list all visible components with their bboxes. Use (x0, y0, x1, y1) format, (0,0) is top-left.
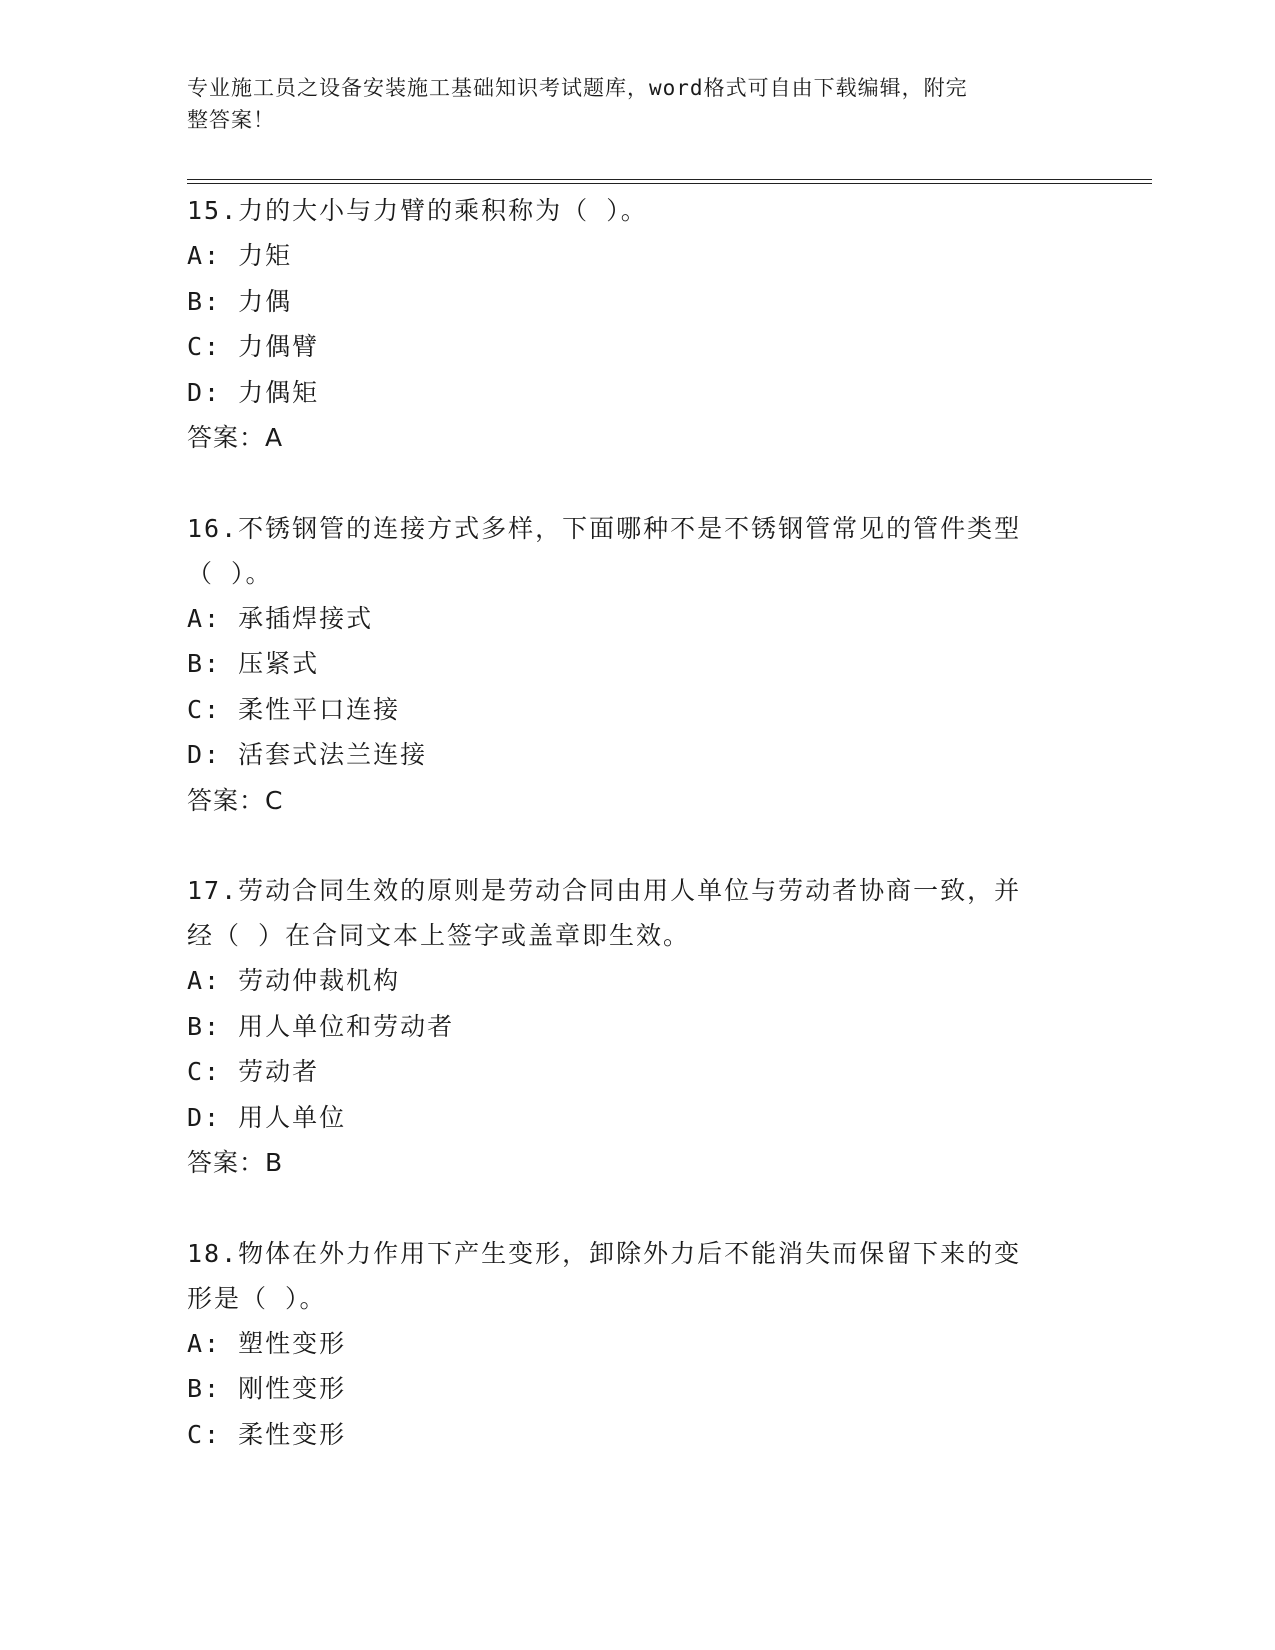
document-header (187, 72, 1067, 136)
option-d: D: 活套式法兰连接 (187, 740, 428, 769)
question-17 (187, 868, 1087, 1186)
option-a: A: 劳动仲裁机构 (187, 966, 401, 995)
option-a: A: 塑性变形 (187, 1328, 347, 1358)
answer: 答案：A (187, 423, 284, 452)
question-list (187, 188, 1087, 1502)
question-15 (187, 188, 1087, 461)
option-b: B: 压紧式 (187, 649, 320, 678)
question-text: 16.不锈钢管的连接方式多样，下面哪种不是不锈钢管常见的管件类型 (187, 513, 1022, 543)
header-line-1: 专业施工员之设备安装施工基础知识考试题库，word格式可自由下载编辑，附完 (187, 76, 968, 100)
header-line-2: 整答案！ (187, 108, 275, 132)
option-d: D: 用人单位 (187, 1102, 347, 1132)
question-18 (187, 1231, 1087, 1458)
header-divider-bottom (187, 183, 1152, 184)
answer: 答案：B (187, 1148, 284, 1177)
answer: 答案：C (187, 785, 284, 815)
option-a: A: 力矩 (187, 241, 293, 270)
question-text: 15.力的大小与力臂的乘积称为（ ）。 (187, 196, 648, 225)
option-d: D: 力偶矩 (187, 377, 320, 407)
question-text: 18.物体在外力作用下产生变形，卸除外力后不能消失而保留下来的变 (187, 1238, 1022, 1268)
question-16 (187, 506, 1087, 824)
question-text: 17.劳动合同生效的原则是劳动合同由用人单位与劳动者协商一致，并 (187, 876, 1022, 905)
question-text-cont: 经（ ）在合同文本上签字或盖章即生效。 (187, 921, 691, 950)
option-b: B: 力偶 (187, 286, 293, 316)
question-text-cont: 形是（ ）。 (187, 1283, 327, 1313)
option-b: B: 刚性变形 (187, 1374, 347, 1403)
option-a: A: 承插焊接式 (187, 603, 374, 633)
option-b: B: 用人单位和劳动者 (187, 1011, 455, 1041)
option-c: C: 柔性变形 (187, 1419, 347, 1449)
option-c: C: 力偶臂 (187, 332, 320, 361)
option-c: C: 柔性平口连接 (187, 694, 401, 724)
question-text-cont: （ ）。 (187, 558, 273, 588)
header-divider-top (187, 179, 1152, 180)
option-c: C: 劳动者 (187, 1057, 320, 1086)
